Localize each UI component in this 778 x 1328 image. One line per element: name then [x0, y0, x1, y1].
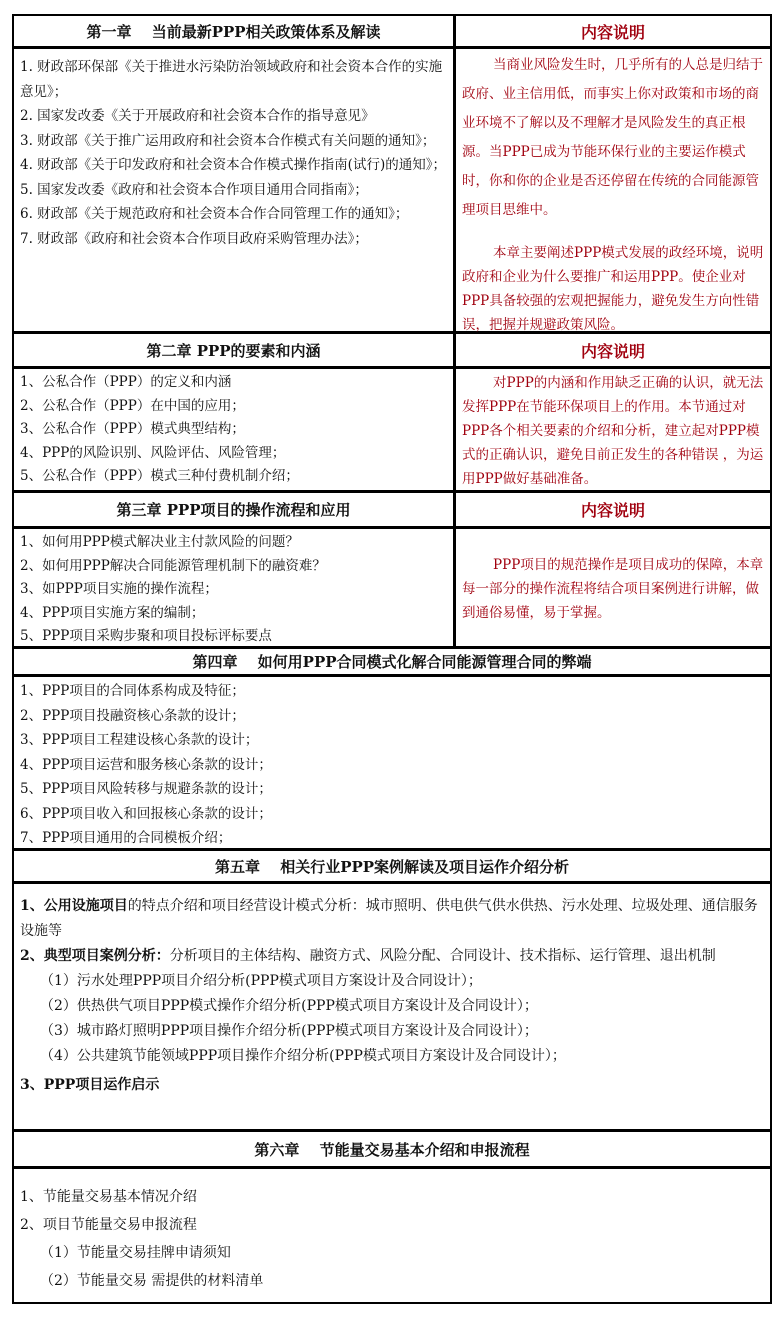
- list-item: 2、如何用PPP解决合同能源管理机制下的融资难？: [20, 557, 326, 574]
- note-paragraph: 本章主要阐述PPP模式发展的政经环境，说明政府和企业为什么要推广和运用PPP。使企业对PPP具备较强的宏观把握能力，避免发生方向性错误，把握并规避政策风险。: [462, 245, 764, 333]
- sub-item: （3）城市路灯照明PPP项目操作介绍分析(PPP模式项目方案设计及合同设计）；: [40, 1023, 538, 1039]
- list-item: 1、如何用PPP模式解决业主付款风险的问题？: [20, 534, 299, 550]
- sub-item: （2）节能量交易 需提供的材料清单: [40, 1273, 264, 1289]
- chapter-6-body-row: [14, 1166, 770, 1302]
- list-item: 2、公私合作（PPP）在中国的应用；: [20, 397, 245, 414]
- chapter-1-items: [14, 49, 456, 331]
- chapter-3-note-header: 内容说明: [580, 501, 645, 520]
- list-item: 1、PPP项目的合同体系构成及特征；: [20, 683, 245, 699]
- chapter-2-notes: [456, 369, 770, 490]
- chapter-6-title: 第六章 节能量交易基本介绍和申报流程: [254, 1140, 530, 1159]
- chapter-4-header-row: [14, 646, 770, 674]
- chapter-5-content: [14, 884, 770, 1129]
- chapter-3-notes: [456, 529, 770, 646]
- list-item: 2、PPP项目投融资核心条款的设计；: [20, 707, 245, 724]
- list-item: 4. 财政部《关于印发政府和社会资本合作模式操作指南(试行)的通知》；: [20, 157, 446, 173]
- chapter-1-notes: [456, 49, 770, 331]
- chapter-5-title: 第五章 相关行业PPP案例解读及项目运作介绍分析: [214, 857, 570, 876]
- list-item: 7、PPP项目通用的合同模板介绍；: [20, 830, 232, 846]
- chapter-3-title: 第三章 PPP项目的操作流程和应用: [14, 493, 456, 526]
- list-item: 4、PPP项目运营和服务核心条款的设计；: [20, 756, 272, 773]
- note-paragraph: PPP项目的规范操作是项目成功的保障，本章每一部分的操作流程将结合项目案例进行讲解，做到通俗易懂，易于掌握。: [462, 556, 764, 621]
- section-text: 分析项目的主体结构、融资方式、风险分配、合同设计、技术指标、运行管理、退出机制: [169, 948, 716, 964]
- chapter-1-title: 第一章 当前最新PPP相关政策体系及解读: [14, 16, 456, 46]
- list-item: 7. 财政部《政府和社会资本合作项目政府采购管理办法》；: [20, 230, 368, 247]
- chapter-4-title: 第四章 如何用PPP合同模式化解合同能源管理合同的弊端: [192, 653, 592, 671]
- chapter-6-header-row: [14, 1129, 770, 1166]
- list-item: 3、PPP项目工程建设核心条款的设计；: [20, 732, 259, 748]
- chapter-3-items: [14, 529, 456, 646]
- section-item: [20, 894, 764, 944]
- chapter-3-header-row: [14, 490, 770, 526]
- list-item: 6. 财政部《关于规范政府和社会资本合作合同管理工作的通知》；: [20, 206, 409, 222]
- list-item: 5、PPP项目风险转移与规避条款的设计；: [20, 781, 272, 797]
- list-item: 3、如PPP项目实施的操作流程；: [20, 581, 218, 597]
- list-item: 2、项目节能量交易申报流程: [20, 1217, 197, 1233]
- sub-item: （4）公共建筑节能领域PPP项目操作介绍分析(PPP模式项目方案设计及合同设计）；: [40, 1048, 566, 1064]
- list-item: 4、PPP的风险识别、风险评估、风险管理；: [20, 444, 286, 461]
- chapter-4-body-row: [14, 674, 770, 848]
- list-item: 5、公私合作（PPP）模式三种付费机制介绍；: [20, 468, 299, 484]
- chapter-2-title: 第二章 PPP的要素和内涵: [14, 334, 456, 366]
- chapter-2-note-header: 内容说明: [580, 341, 645, 361]
- chapter-2-items: [14, 369, 456, 490]
- section-item: [20, 944, 764, 969]
- chapter-5-header-row: [14, 848, 770, 881]
- chapter-5-body-row: [14, 881, 770, 1129]
- section-text: 的特点介绍和项目经营设计模式分析：城市照明、供电供气供水供热、污水处理、垃圾处理、通信服务设施等: [20, 898, 758, 939]
- chapter-6-content: [14, 1169, 770, 1302]
- course-outline-table: [12, 14, 772, 1304]
- note-paragraph: 对PPP的内涵和作用缺乏正确的认识，就无法发挥PPP在节能环保项目上的作用。本节通过对PPP各个相关要素的介绍和分析，建立起对PPP模式的正确认识，避免目前正发生的各种错误 ，为运用PPP做好基础准备。: [462, 375, 764, 487]
- list-item: 4、PPP项目实施方案的编制；: [20, 604, 205, 621]
- chapter-2-header-row: [14, 331, 770, 366]
- chapter-3-body-row: [14, 526, 770, 646]
- sub-item: （1）污水处理PPP项目介绍分析(PPP模式项目方案设计及合同设计）；: [40, 973, 482, 989]
- chapter-1-header-row: [14, 16, 770, 46]
- chapter-1-body-row: [14, 46, 770, 331]
- section-heading: 1、公用设施项目: [20, 898, 128, 914]
- chapter-1-note-header: 内容说明: [580, 22, 645, 42]
- list-item: 1. 财政部环保部《关于推进水污染防治领域政府和社会资本合作的实施意见》；: [20, 59, 443, 100]
- list-item: 5、PPP项目采购步聚和项目投标评标要点: [20, 628, 272, 644]
- list-item: 1、节能量交易基本情况介绍: [20, 1189, 197, 1205]
- sub-item: （1）节能量交易挂牌申请须知: [40, 1245, 231, 1261]
- sub-item: （2）供热供气项目PPP模式操作介绍分析(PPP模式项目方案设计及合同设计）；: [40, 998, 538, 1014]
- note-paragraph: 当商业风险发生时，几乎所有的人总是归结于政府、业主信用低，而事实上你对政策和市场的商业环境不了解以及不理解才是风险发生的真正根源。当PPP已成为节能环保行业的主要运作模式时，你和你的企业是否还停留在传统的合同能源管理项目思维中。: [462, 57, 764, 218]
- list-item: 2. 国家发改委《关于开展政府和社会资本合作的指导意见》: [20, 108, 375, 124]
- list-item: 1、公私合作（PPP）的定义和内涵: [20, 374, 232, 390]
- chapter-4-items: [14, 677, 770, 848]
- list-item: 6、PPP项目收入和回报核心条款的设计；: [20, 805, 272, 822]
- list-item: 3、公私合作（PPP）模式典型结构；: [20, 421, 245, 437]
- list-item: 5. 国家发改委《政府和社会资本合作项目通用合同指南》；: [20, 181, 368, 198]
- chapter-2-body-row: [14, 366, 770, 490]
- section-closing: 3、PPP项目运作启示: [20, 1077, 160, 1093]
- section-heading: 2、典型项目案例分析：: [20, 948, 170, 964]
- list-item: 3. 财政部《关于推广运用政府和社会资本合作模式有关问题的通知》；: [20, 132, 436, 149]
